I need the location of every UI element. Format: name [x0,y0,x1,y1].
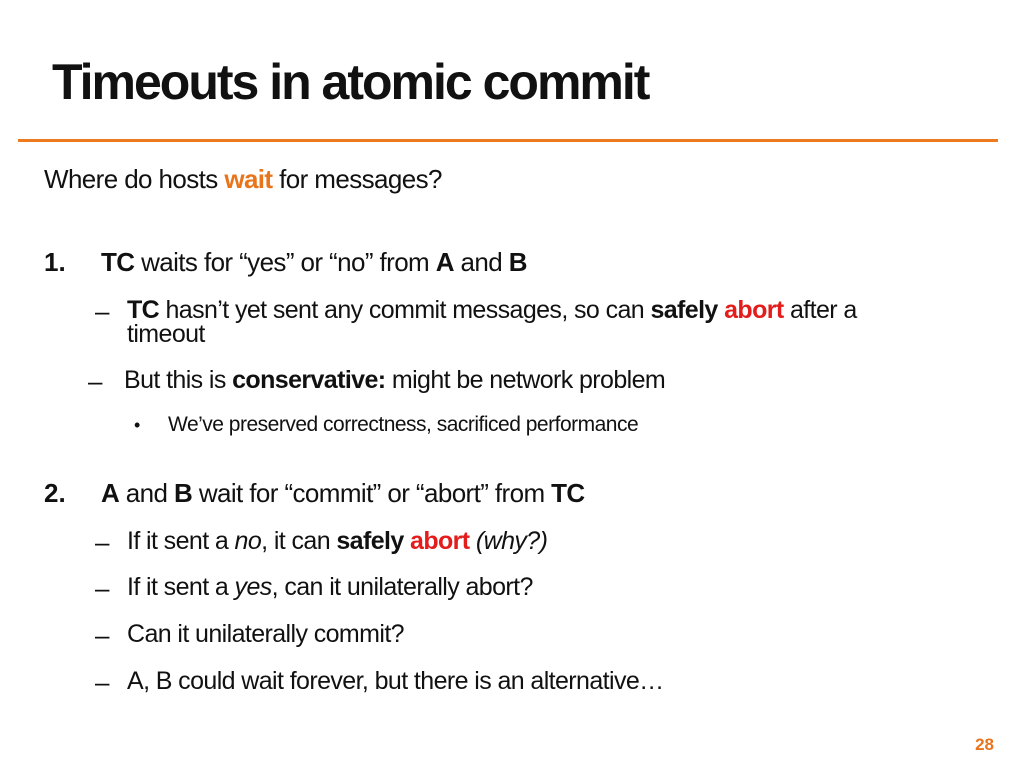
abort-highlight: abort [724,296,784,324]
item-2-sub-1: If it sent a no, it can safely abort (why?) [127,527,548,555]
dash-marker: – [95,573,110,603]
wait-highlight: wait [224,164,273,194]
item-1-subsub: We’ve preserved correctness, sacrificed performance [168,413,639,436]
item-2-sub-4: A, B could wait forever, but there is an alternative… [127,667,664,695]
slide-title: Timeouts in atomic commit [52,54,649,110]
intro-question: Where do hosts wait for messages? [44,164,442,194]
dash-marker: – [88,366,103,396]
item-1-sub-1-cont: timeout [127,320,205,348]
abort-highlight: abort [410,527,470,555]
dash-marker: – [95,296,110,326]
dash-marker: – [95,527,110,557]
dash-marker: – [95,620,110,650]
item-2-sub-2: If it sent a yes, can it unilaterally abort? [127,573,533,601]
item-1-number: 1. [44,247,66,277]
dash-marker: – [95,667,110,697]
title-divider [18,139,998,142]
item-1-sub-2: But this is conservative: might be network problem [124,366,666,394]
item-1-sub-1: TC hasn’t yet sent any commit messages, so can safely abort after a [127,296,857,324]
bullet-marker: • [134,415,141,435]
item-2-heading: A and B wait for “commit” or “abort” from TC [101,478,585,508]
item-2-number: 2. [44,478,66,508]
page-number: 28 [975,735,994,754]
item-1-heading: TC waits for “yes” or “no” from A and B [101,247,527,277]
item-2-sub-3: Can it unilaterally commit? [127,620,404,648]
